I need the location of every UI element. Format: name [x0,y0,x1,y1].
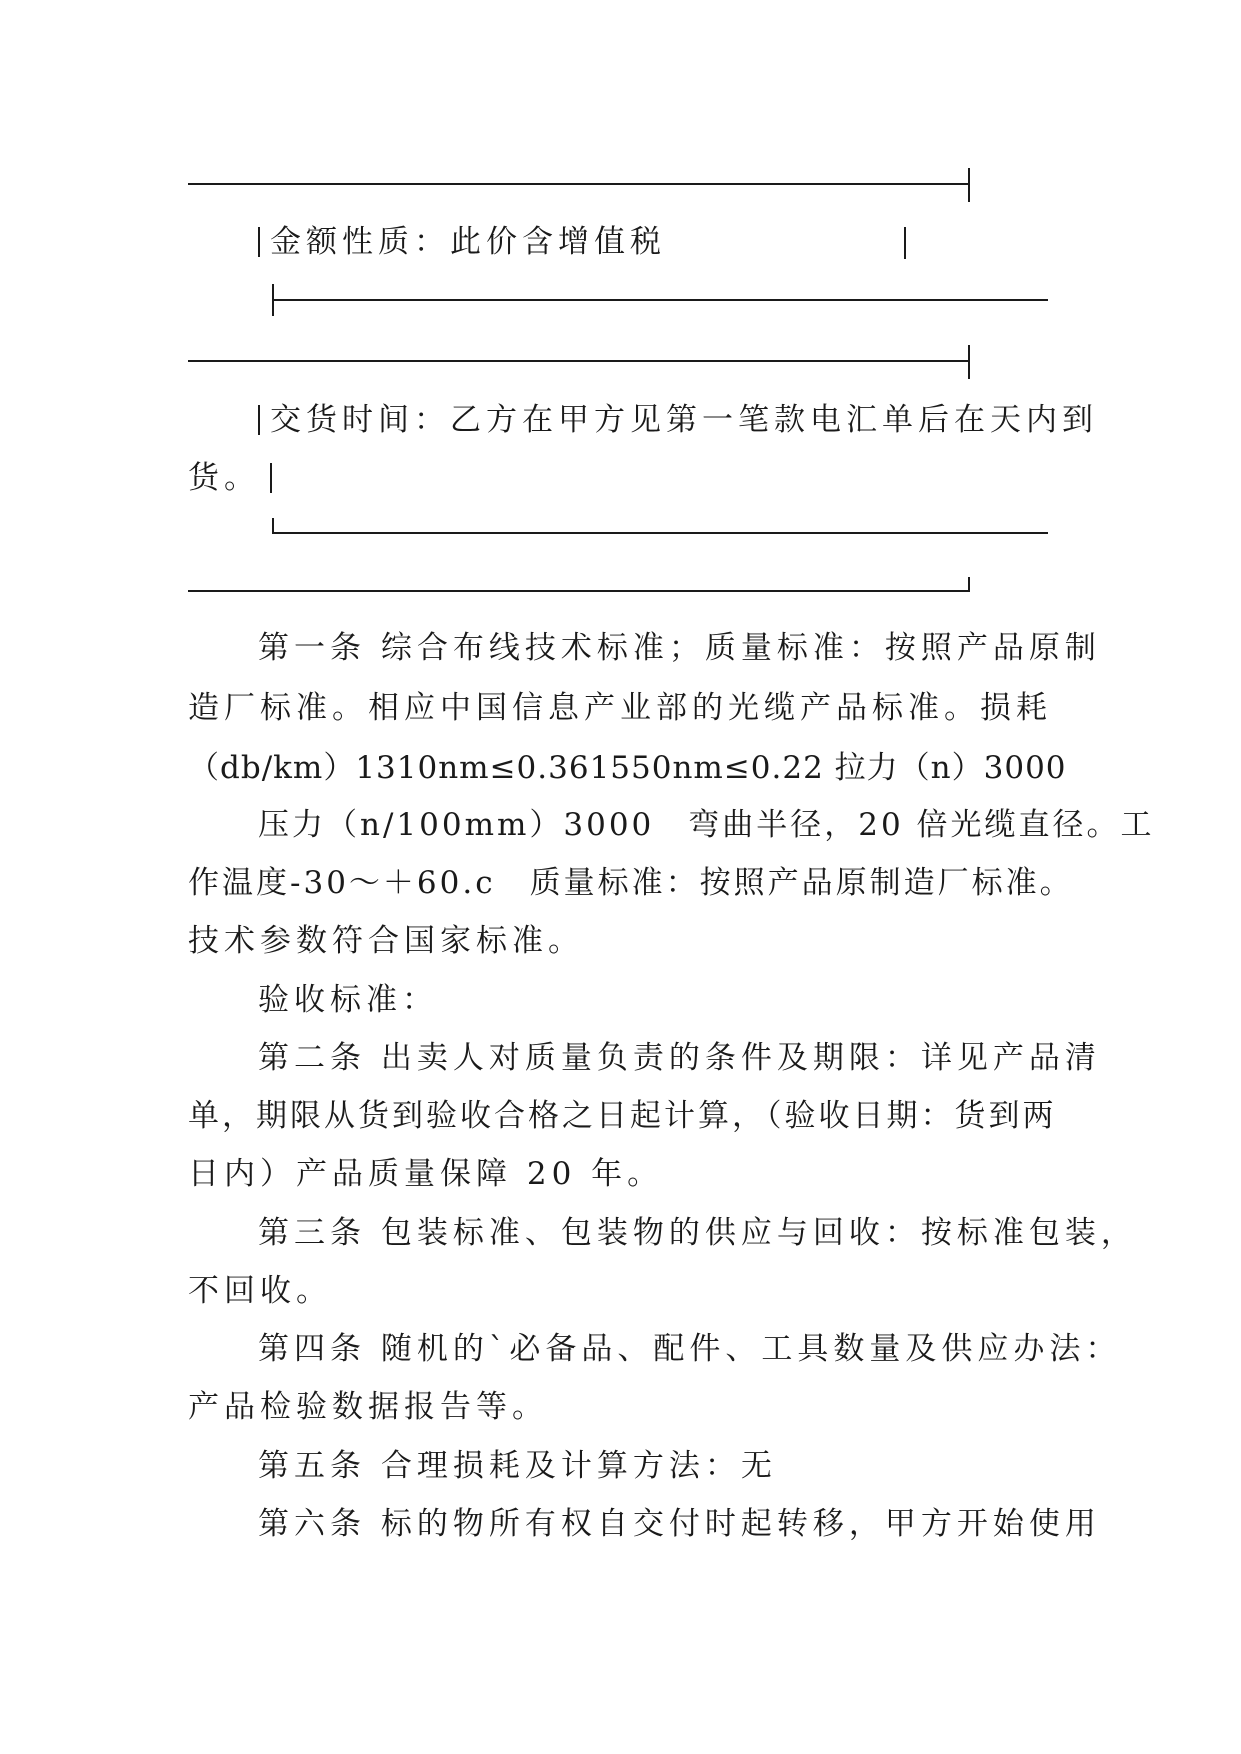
table-border-bottom-1 [272,532,1048,534]
body-line: 第一条 综合布线技术标准；质量标准：按照产品原制 [258,630,1101,666]
body-line: （db/km）1310nm≤0.361550nm≤0.22 拉力（n）3000 [188,750,1067,786]
body-line: 第三条 包装标准、包装物的供应与回收：按标准包装， [258,1215,1137,1251]
body-line: 作温度-30～＋60.c 质量标准：按照产品原制造厂标准。 [188,865,1074,901]
amount-nature-text: 金额性质：此价含增值税 [270,224,666,260]
table-border-left [258,405,260,435]
table-border-left [258,227,260,257]
amount-nature-row [258,222,1128,262]
table-border-right-cell [904,227,906,259]
body-line: 第六条 标的物所有权自交付时起转移，甲方开始使用 [258,1506,1101,1542]
delivery-row [258,400,1128,440]
body-line: 验收标准： [258,982,438,1018]
delivery-text-line2: 货。 [188,460,260,496]
delivery-row-continued [188,458,1058,498]
body-line: 单，期限从货到验收合格之日起计算，（验收日期：货到两 [188,1098,1057,1134]
body-line: 第五条 合理损耗及计算方法：无 [258,1448,777,1484]
table-border-mid-1 [272,299,1048,301]
body-line: 产品检验数据报告等。 [188,1389,548,1425]
body-line: 压力（n/100mm）3000 弯曲半径，20 倍光缆直径。工 [258,807,1155,843]
body-line: 造厂标准。相应中国信息产业部的光缆产品标准。损耗 [188,690,1052,726]
table-border-right [270,463,272,493]
delivery-text-line1: 交货时间：乙方在甲方见第一笔款电汇单后在天内到 [270,402,1098,438]
table-border-corner-right-2 [968,345,970,379]
body-line: 日内）产品质量保障 20 年。 [188,1156,664,1192]
table-border-mid-2 [188,360,970,362]
table-border-bottom-2 [188,590,970,592]
body-line: 第二条 出卖人对质量负责的条件及期限：详见产品清 [258,1040,1101,1076]
body-line: 技术参数符合国家标准。 [188,923,584,959]
table-border-corner-right-1 [968,168,970,202]
table-border-top [188,183,970,185]
table-border-bottom-right-corner [968,577,970,592]
body-line: 不回收。 [188,1273,332,1309]
body-line: 第四条 随机的`必备品、配件、工具数量及供应办法： [258,1331,1122,1367]
